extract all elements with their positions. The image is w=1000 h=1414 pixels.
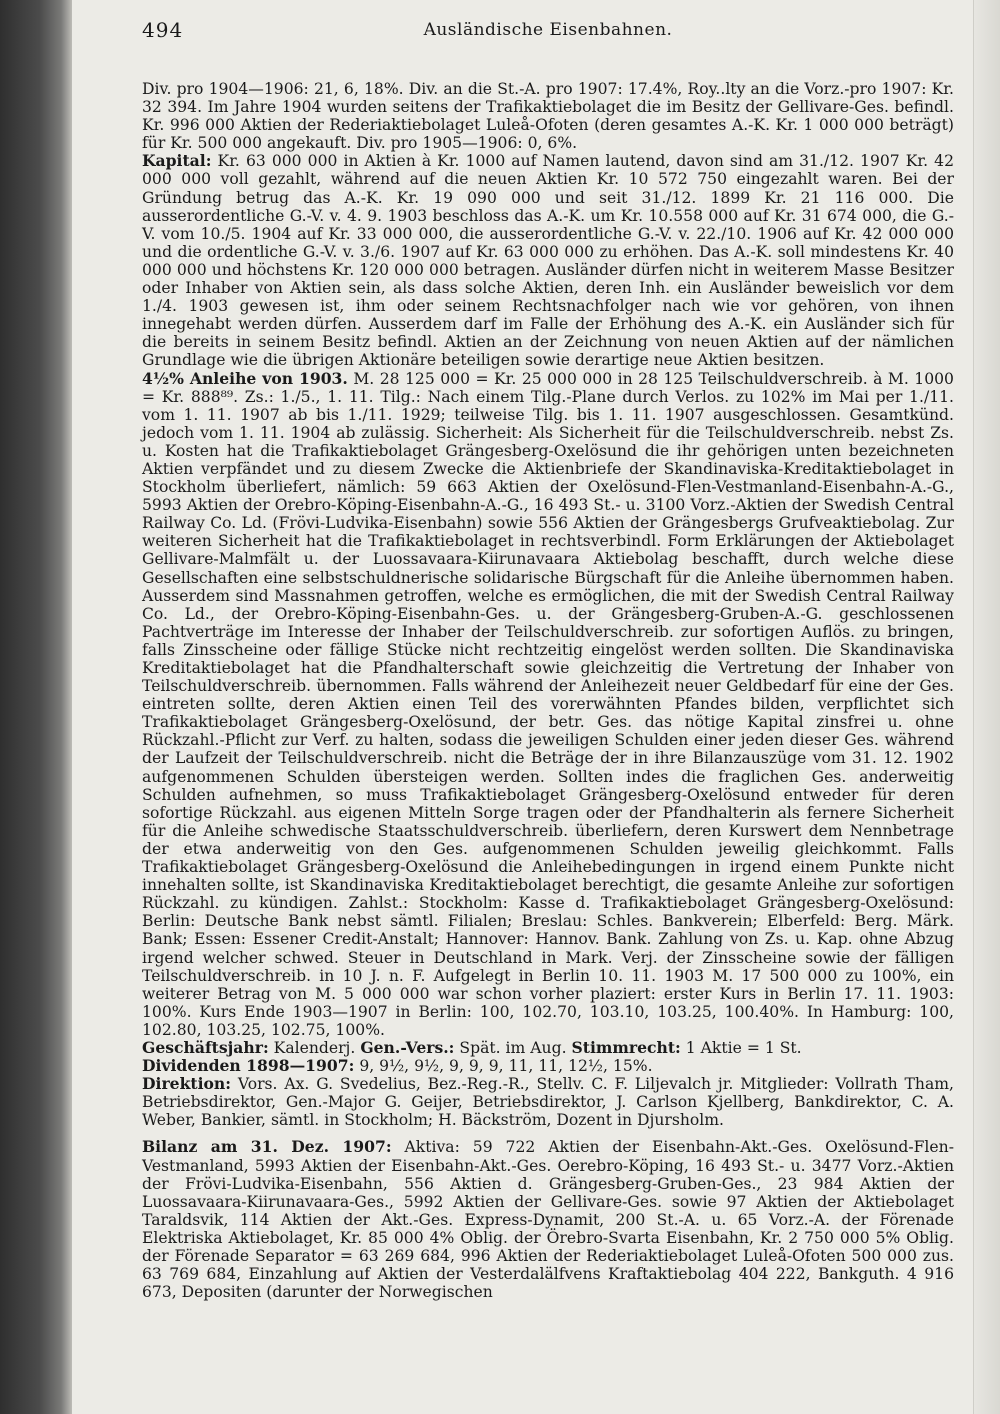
paragraph-loan-1903 <box>142 370 954 1039</box>
body-text <box>142 80 954 1301</box>
page-number: 494 <box>142 18 184 42</box>
paragraph-capital <box>142 152 954 369</box>
paragraph-board <box>142 1075 954 1129</box>
paragraph-text: Aktiva: 59 722 Aktien der Eisenbahn-Akt.-Ges. Oxelösund-Flen-Vestmanland, 5993 Aktien der Eisenbahn-Akt.-Ges. Oerebro-Köping, 16 493 St.- u. 3477 Vorz.-Aktien der Frövi-Ludvika-Eisenbahn, 556 Aktien d. Grängesberg-Gruben-Ges., 23 984 Aktien der Luossavaara-Kiirunavaara-Ges., 5992 Aktien der Gellivare-Ges. sowie 97 Aktien der Aktiebolaget Taraldsvik, 114 Aktien der Akt.-Ges. Express-Dynamit, 200 St.-A. u. 65 Vorz.-A. der Förenade Elektriska Aktiebolaget, Kr. 85 000 4% Oblig. der Örebro-Svarta Eisenbahn, Kr. 2 750 000 5% Oblig. der Förenade Separator = 63 269 684, 996 Aktien der Rederiaktiebolaget Luleå-Ofoten 500 000 zus. 63 769 684, Einzahlung auf Aktien der Vesterdalälfvens Kraftaktiebolag 404 222, Bankguth. 4 916 673, Depositen (darunter der Norwegischen <box>142 1138 954 1302</box>
paragraph-text: M. 28 125 000 = Kr. 25 000 000 in 28 125 Teilschuldverschreib. à M. 1000 = Kr. 888⁸⁹. Zs.: 1./5., 1. 11. Tilg.: Nach einem Tilg.-Plane durch Verlos. zu 102% im Mai per 1./11. vom 1. 11. 1907 ab bis 1./11. 1929; teilweise Tilg. bis 1. 11. 1907 ausgeschlossen. Gesamtkünd. jedoch vom 1. 11. 1904 ab zulässig. Sicherheit: Als Sicherheit für die Teilschuldverschreib. nebst Zs. u. Kosten hat die Trafikaktiebolaget Grängesberg-Oxelösund die ihr gehörigen unten bezeichneten Aktien verpfändet und zu diesem Zwecke die Aktienbriefe der Skandinaviska-Kreditaktiebolaget in Stockholm überliefert, nämlich: 59 663 Aktien der Oxelösund-Flen-Vestmanland-Eisenbahn-A.-G., 5993 Aktien der Orebro-Köping-Eisenbahn-A.-G., 16 493 St.- u. 3100 Vorz.-Aktien der Swedish Central Railway Co. Ld. (Frövi-Ludvika-Eisenbahn) sowie 556 Aktien der Grängesbergs Grufveaktiebolag. Zur weiteren Sicherheit hat die Trafikaktiebolaget in rechtsverbindl. Form Erklärungen der Aktiebolaget Gellivare-Malmfält u. der Luossavaara-Kiirunavaara Aktiebolag beschafft, durch welche diese Gesellschaften eine selbstschuldnerische solidarische Bürgschaft für die Anleihe übernommen haben. Ausserdem sind Massnahmen getroffen, welche es ermöglichen, die mit der Swedish Central Railway Co. Ld., der Orebro-Köping-Eisenbahn-Ges. u. der Grängesberg-Gruben-A.-G. geschlossenen Pachtverträge im Interesse der Inhaber der Teilschuldverschreib. zur sofortigen Auflös. zu bringen, falls Zinsscheine oder fällige Stücke nicht rechtzeitig eingelöst werden sollten. Die Skandinaviska Kreditaktiebolaget hat die Pfandhalterschaft sowie gleichzeitig die Vertretung der Inhaber von Teilschuldverschreib. übernommen. Falls während der Anleihezeit neuer Geldbedarf für eine der Ges. eintreten sollte, deren Aktien einen Teil des vorerwähnten Pfandes bilden, verpflichtet sich Trafikaktiebolaget Grängesberg-Oxelösund, der betr. Ges. das nötige Kapital zinsfrei u. ohne Rückzahl.-Pflicht zur Verf. zu halten, sodass die jeweiligen Schulden einer jeden dieser Ges. während der Laufzeit der Teilschuldverschreib. nicht die Beträge der in ihre Bilanzauszüge vom 31. 12. 1902 aufgenommenen Schulden übersteigen werden. Sollten indes die fraglichen Ges. anderweitig Schulden aufnehmen, so muss Trafikaktiebolaget Grängesberg-Oxelösund entweder für deren sofortige Rückzahl. aus eigenen Mitteln Sorge tragen oder der Pfandhalterin als fernere Sicherheit für die Anleihe schwedische Staatsschuldverschreib. überliefern, deren Kurswert dem Nennbetrage der etwa anderweitig von den Ges. aufgenommenen Schulden jeweilig gleichkommt. Falls Trafikaktiebolaget Grängesberg-Oxelösund die Anleihebedingungen in irgend einem Punkte nicht innehalten sollte, ist Skandinaviska Kreditaktiebolaget berechtigt, die gesamte Anleihe zur sofortigen Rückzahl. zu kündigen. Zahlst.: Stockholm: Kasse d. Trafikaktiebolaget Grängesberg-Oxelösund: Berlin: Deutsche Bank nebst sämtl. Filialen; Breslau: Schles. Bankverein; Elberfeld: Berg. Märk. Bank; Essen: Essener Credit-Anstalt; Hannover: Hannov. Bank. Zahlung von Zs. u. Kap. ohne Abzug irgend welcher schwed. Steuer in Deutschland in Mark. Verj. der Zinsscheine sowie der fälligen Teilschuldverschreib. in 10 J. n. F. Aufgelegt in Berlin 10. 11. 1903 M. 17 500 000 zu 100%, ein weiterer Betrag von M. 5 000 000 war schon vorher plaziert: erster Kurs in Berlin 17. 11. 1903: 100%. Kurs Ende 1903—1907 in Berlin: 100, 102.70, 103.10, 103.25, 100.40%. In Hamburg: 100, 102.80, 103.25, 102.75, 100%. <box>142 369 954 1039</box>
book-binding-shadow <box>0 0 72 1414</box>
adjacent-page-edge <box>973 0 1000 1414</box>
paragraph-text-voting-right: 1 Aktie = 1 St. <box>685 1038 802 1057</box>
paragraph-heading: 4½% Anleihe von 1903. <box>142 368 348 388</box>
paragraph-text: 9, 9½, 9½, 9, 9, 9, 11, 11, 12½, 15%. <box>359 1057 653 1076</box>
paragraph-heading-general-meeting: Gen.-Vers.: <box>360 1037 455 1057</box>
paragraph-business-year <box>142 1039 954 1057</box>
paragraph-heading: Dividenden 1898—1907: <box>142 1056 355 1076</box>
paragraph-dividends <box>142 1057 954 1075</box>
page-header <box>142 18 954 52</box>
paragraph-heading-voting-right: Stimmrecht: <box>571 1037 681 1057</box>
paragraph-dividends-intro <box>142 80 954 152</box>
paragraph-text: Kr. 63 000 000 in Aktien à Kr. 1000 auf Namen lautend, davon sind am 31./12. 1907 Kr. 42 000 000 voll gezahlt, während auf die neuen Aktien Kr. 10 572 750 eingezahlt waren. Bei der Gründung betrug das A.-K. Kr. 19 090 000 und seit 31./12. 1899 Kr. 21 116 000. Die ausserordentliche G.-V. v. 4. 9. 1903 beschloss das A.-K. um Kr. 10.558 000 auf Kr. 31 674 000, die G.-V. vom 10./5. 1904 auf Kr. 33 000 000, die ausserordentliche G.-V. v. 22./10. 1906 auf Kr. 42 000 000 und die ordentliche G.-V. v. 3./6. 1907 auf Kr. 63 000 000 zu erhöhen. Das A.-K. soll mindestens Kr. 40 000 000 und höchstens Kr. 120 000 000 betragen. Ausländer dürfen nicht in weiterem Masse Besitzer oder Inhaber von Aktien sein, als dass solche Aktien, deren Inh. ein Ausländer beweislich vor dem 1./4. 1903 gewesen ist, ihm oder seinem Rechtsnachfolger nach wie vor gehören, von ihnen innegehabt werden dürfen. Ausserdem darf im Falle der Erhöhung des A.-K. ein Ausländer sich für die bereits in seinem Besitz befindl. Aktien an der Zeichnung von neuen Aktien auf der nämlichen Grundlage wie die übrigen Aktionäre beteiligen sowie derartige neue Aktien besitzen. <box>142 152 954 370</box>
paragraph-heading: Direktion: <box>142 1074 232 1094</box>
paragraph-text: Kalenderj. <box>273 1038 356 1057</box>
paragraph-text: Div. pro 1904—1906: 21, 6, 18%. Div. an die St.-A. pro 1907: 17.4%, Roy..lty an die Vorz.-pro 1907: Kr. 32 394. Im Jahre 1904 wurden seitens der Trafikaktiebolaget die im Besitz der Gellivare-Ges. befindl. Kr. 996 000 Aktien der Rederiaktiebolaget Luleå-Ofoten (deren gesamtes A.-K. Kr. 1 000 000 beträgt) für Kr. 500 000 angekauft. Div. pro 1905—1906: 0, 6%. <box>142 80 954 153</box>
paragraph-text-general-meeting: Spät. im Aug. <box>459 1038 567 1057</box>
paragraph-heading: Bilanz am 31. Dez. 1907: <box>142 1137 392 1157</box>
paragraph-heading: Geschäftsjahr: <box>142 1037 269 1057</box>
paragraph-balance-sheet <box>142 1138 954 1301</box>
book-page <box>142 18 954 1398</box>
paragraph-text: Vors. Ax. G. Svedelius, Bez.-Reg.-R., Stellv. C. F. Liljevalch jr. Mitglieder: Vollrath Tham, Betriebsdirektor, Gen.-Major G. Geijer, Betriebsdirektor, J. Carlson Kjellberg, Bankdirektor, C. A. Weber, Bankier, sämtl. in Stockholm; H. Bäckström, Dozent in Djursholm. <box>142 1075 954 1130</box>
running-title: Ausländische Eisenbahnen. <box>423 20 673 40</box>
paragraph-heading: Kapital: <box>142 151 212 171</box>
